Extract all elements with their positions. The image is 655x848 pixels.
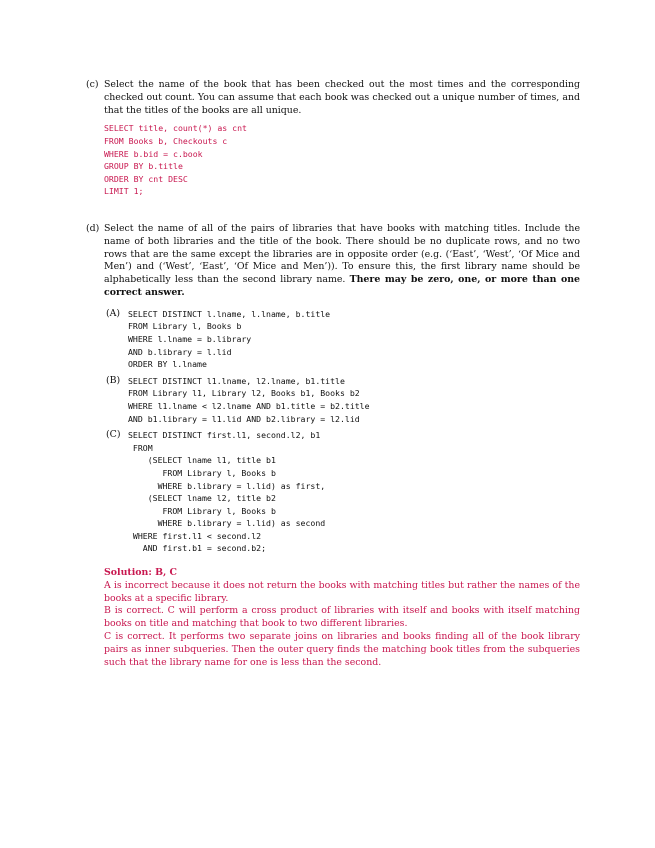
question-c-answer <box>104 122 580 198</box>
code-line: AND b1.library = l1.lid AND b2.library = l2.lid <box>128 413 360 424</box>
code-line: WHERE b.library = l.lid) as second <box>128 518 326 529</box>
solution-block <box>104 567 580 669</box>
answer-code-line: SELECT title, count(*) as cnt <box>104 123 247 134</box>
solution-paragraph: A is incorrect because it does not return the books with matching titles but rather the names of the books at a specific library. <box>104 579 580 604</box>
option-label: (C) <box>106 429 121 441</box>
question-d-body: Select the name of all of the pairs of libraries that have books with matching titles. Include the name of both libraries and the title of the book. There should be no duplicate rows, and no two rows that are the same except the libraries are in opposite order (e.g. (‘East’, ‘West’, ‘Of Mice and Men’) and (‘West’, ‘East’, ‘Of Mice and Men’)). To ensure this, the first library name should be alphabetically less than the second library name. <box>104 223 580 286</box>
answer-code-line: LIMIT 1; <box>104 186 144 197</box>
question-c <box>86 79 580 198</box>
solution-paragraph: B is correct. C will perform a cross product of libraries with itself and books with itself matching books on title and matching that book to two different libraries. <box>104 605 580 630</box>
solution-heading: Solution: B, C <box>104 567 177 579</box>
code-line: FROM Library l, Books b <box>128 505 276 516</box>
code-line: WHERE l1.lname < l2.lname AND b1.title = b2.title <box>128 400 370 411</box>
code-line: (SELECT lname l1, title b1 <box>128 455 276 466</box>
option-b <box>106 375 580 425</box>
question-c-text: Select the name of the book that has been checked out the most times and the corresponding checked out count. You can assume that each book was checked out a unique number of times, and that the titles of the books are all unique. <box>104 79 580 116</box>
question-c-label: (c) <box>86 79 99 90</box>
question-d <box>86 223 580 669</box>
option-label: (A) <box>106 307 121 319</box>
question-d-label: (d) <box>86 223 100 234</box>
solution-paragraph: C is correct. It performs two separate joins on libraries and books finding all of the book library pairs as inner subqueries. Then the outer query finds the matching book titles from the subqueries such that the library name for one is less than the second. <box>104 631 580 668</box>
code-line: FROM Library l1, Library l2, Books b1, Books b2 <box>128 388 360 399</box>
option-c <box>106 429 580 555</box>
question-d-bold-note: There may be zero, one, or more than one correct answer. <box>104 274 580 298</box>
answer-code-line: FROM Books b, Checkouts c <box>104 135 228 146</box>
code-line: FROM <box>128 442 153 453</box>
code-line: SELECT DISTINCT l.lname, l.lname, b.title <box>128 308 331 319</box>
option-c-code <box>128 429 580 555</box>
code-line: AND b.library = l.lid <box>128 346 232 357</box>
option-label: (B) <box>106 374 121 386</box>
answer-code-line: WHERE b.bid = c.book <box>104 148 203 159</box>
option-b-code <box>128 375 580 425</box>
option-a <box>106 308 580 371</box>
option-a-code <box>128 308 580 371</box>
code-line: SELECT DISTINCT first.l1, second.l2, b1 <box>128 430 321 441</box>
answer-code-line: GROUP BY b.title <box>104 161 183 172</box>
code-line: (SELECT lname l2, title b2 <box>128 493 276 504</box>
code-line: WHERE l.lname = b.library <box>128 333 252 344</box>
answer-code-line: ORDER BY cnt DESC <box>104 173 188 184</box>
code-line: ORDER BY l.lname <box>128 359 207 370</box>
code-line: WHERE first.l1 < second.l2 <box>128 530 262 541</box>
code-line: FROM Library l, Books b <box>128 467 276 478</box>
code-line: FROM Library l, Books b <box>128 321 242 332</box>
question-d-text <box>104 223 580 300</box>
code-line: AND first.b1 = second.b2; <box>128 543 267 554</box>
code-line: WHERE b.library = l.lid) as first, <box>128 480 326 491</box>
code-line: SELECT DISTINCT l1.lname, l2.lname, b1.title <box>128 375 345 386</box>
answer-options <box>86 308 580 555</box>
